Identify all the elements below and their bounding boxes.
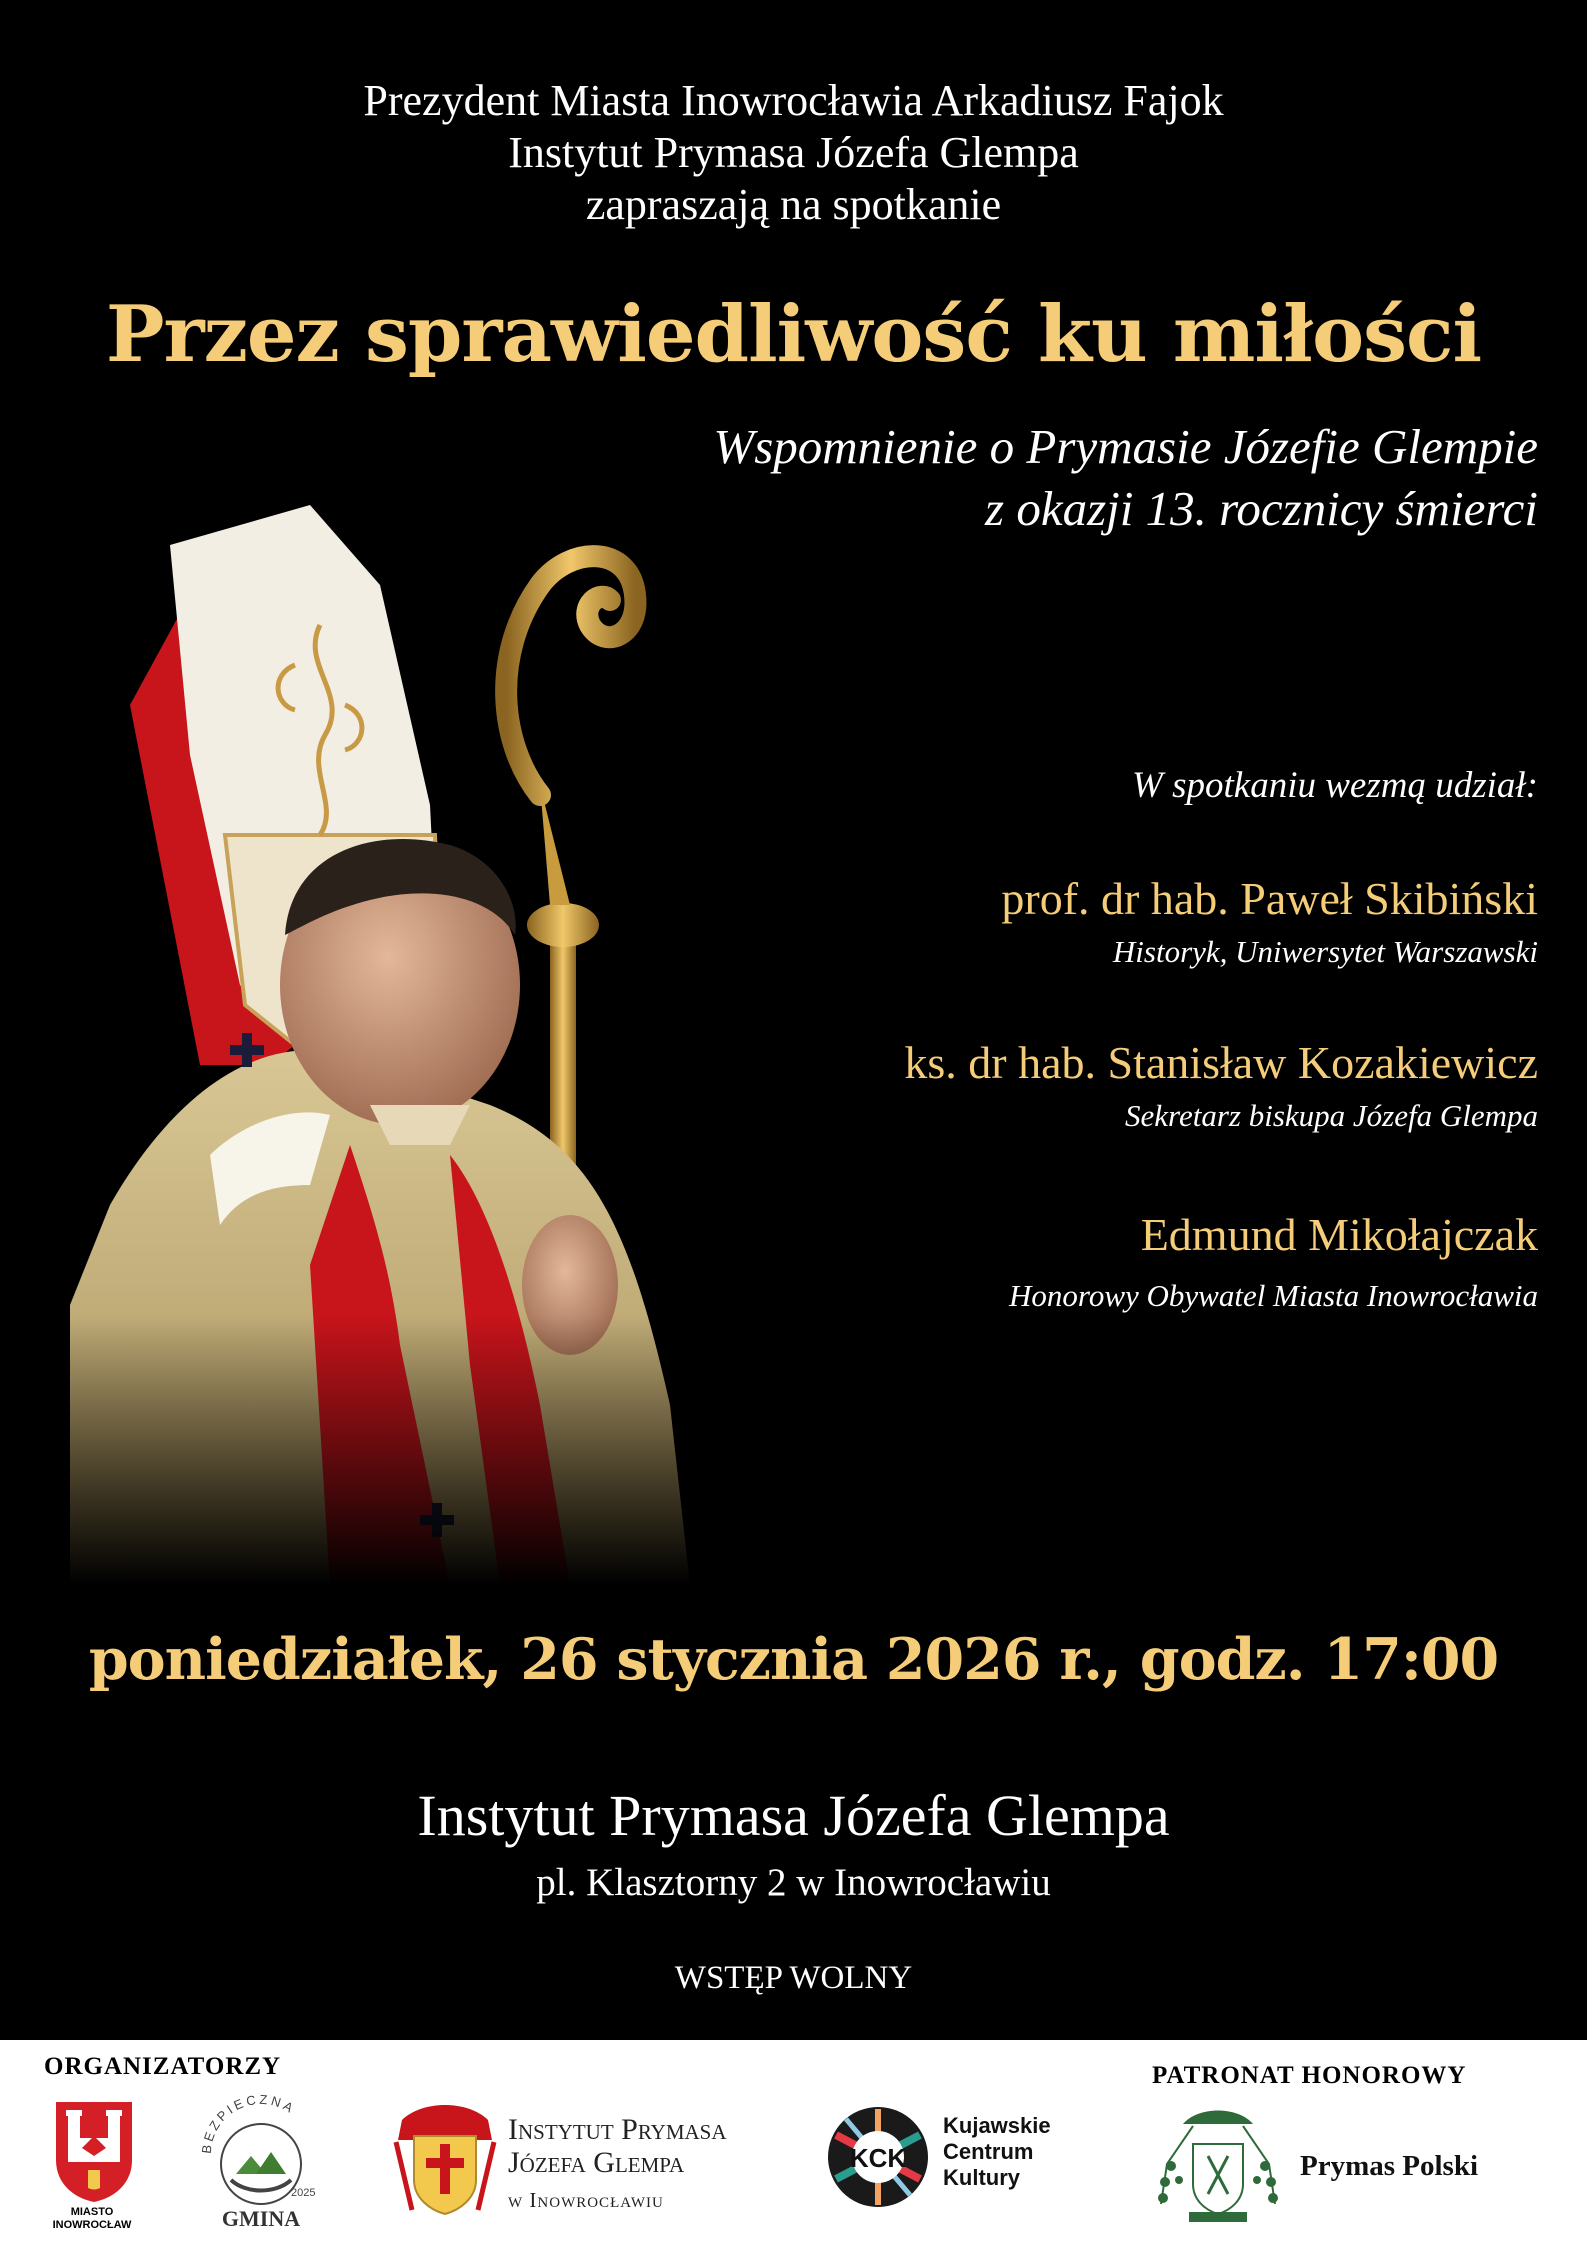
instytut-logo-line-2: Józefa Glempa	[508, 2146, 685, 2179]
speaker-name: Edmund Mikołajczak	[1140, 1209, 1538, 1260]
organizers-label: ORGANIZATORZY	[44, 2053, 282, 2080]
event-address: pl. Klasztorny 2 w Inowrocławiu	[536, 1861, 1051, 1904]
invitation-line-institute: Instytut Prymasa Józefa Glempa	[508, 128, 1079, 177]
gmina-arc-text: BEZPIECZNA	[198, 2091, 299, 2155]
gmina-year: 2025	[291, 2187, 316, 2199]
miasto-logo-text-2: INOWROCŁAW	[52, 2219, 132, 2231]
speaker-name: ks. dr hab. Stanisław Kozakiewicz	[904, 1037, 1538, 1088]
miasto-logo-text-1: MIASTO	[70, 2206, 114, 2218]
participants-heading: W spotkaniu wezmą udział:	[1132, 765, 1538, 806]
instytut-logo-line-1: Instytut Prymasa	[508, 2113, 727, 2146]
subtitle-line-2: z okazji 13. rocznicy śmierci	[985, 481, 1538, 536]
speaker-name: prof. dr hab. Paweł Skibiński	[1001, 873, 1538, 924]
speaker-role: Historyk, Uniwersytet Warszawski	[1112, 934, 1538, 969]
speaker-role: Honorowy Obywatel Miasta Inowrocławia	[1009, 1278, 1538, 1313]
kck-logo	[826, 2105, 930, 2209]
honorary-patronage-label: PATRONAT HONOROWY	[1152, 2062, 1467, 2089]
kck-logo-line-1: Kujawskie	[943, 2113, 1051, 2138]
speaker-role: Sekretarz biskupa Józefa Glempa	[1125, 1098, 1538, 1133]
event-datetime: poniedziałek, 26 stycznia 2026 r., godz. 17:00	[88, 1626, 1499, 1693]
poster-title: Przez sprawiedliwość ku miłości	[105, 289, 1482, 380]
inowroclaw-crest-logo	[52, 2098, 136, 2204]
primate-portrait-image	[70, 505, 900, 1585]
instytut-logo-line-3: w Inowrocławiu	[508, 2188, 664, 2212]
prymas-polski-label: Prymas Polski	[1300, 2150, 1479, 2182]
bezpieczna-gmina-logo	[196, 2084, 326, 2234]
subtitle-line-1: Wspomnienie o Prymasie Józefie Glempie	[713, 419, 1538, 474]
invitation-line-invite: zapraszają na spotkanie	[585, 180, 1002, 229]
gmina-name: GMINA	[221, 2206, 301, 2231]
prymas-polski-coat-of-arms-logo	[1153, 2104, 1283, 2228]
kck-mark: KCK	[849, 2143, 907, 2173]
kck-logo-line-3: Kultury	[943, 2165, 1020, 2190]
event-venue: Instytut Prymasa Józefa Glempa	[417, 1783, 1170, 1848]
invitation-line-president: Prezydent Miasta Inowrocławia Arkadiusz Fajok	[363, 76, 1224, 125]
free-entry-note: WSTĘP WOLNY	[674, 1960, 913, 1996]
instytut-coat-of-arms-logo	[392, 2100, 498, 2220]
kck-logo-line-2: Centrum	[943, 2139, 1034, 2164]
